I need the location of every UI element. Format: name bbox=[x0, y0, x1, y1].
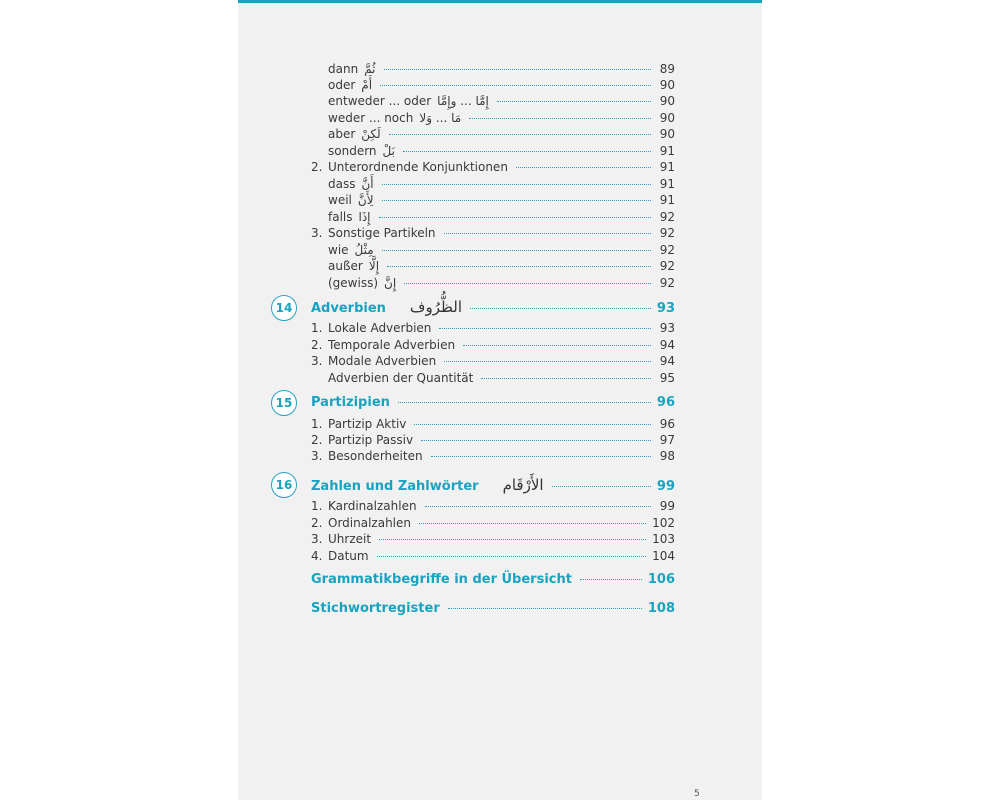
dot-leader bbox=[470, 308, 651, 309]
chapter-title: Zahlen und Zahlwörter bbox=[311, 479, 479, 494]
chapter-arabic: الأَرْقَام bbox=[502, 476, 544, 494]
appendix-heading[interactable] bbox=[311, 572, 675, 588]
dot-leader bbox=[382, 200, 651, 201]
section-number: 2. bbox=[311, 433, 323, 447]
entry-page: 96 bbox=[659, 417, 675, 431]
entry-arabic: ثُمَّ bbox=[364, 62, 376, 76]
entry-arabic: إِمَّا ... وإِمَّا bbox=[437, 94, 489, 108]
appendix-title: Stichwortregister bbox=[311, 601, 440, 616]
toc-entry bbox=[328, 143, 675, 159]
entry-label: (gewiss) bbox=[328, 276, 379, 290]
entry-label: dass bbox=[328, 177, 356, 191]
entry-page: 104 bbox=[652, 549, 675, 563]
entry-page: 94 bbox=[659, 354, 675, 368]
section-label: Lokale Adverbien bbox=[328, 321, 432, 335]
dot-leader bbox=[444, 361, 651, 362]
entry-page: 102 bbox=[652, 516, 675, 530]
section-number: 1. bbox=[311, 499, 323, 513]
entry-label: entweder ... oder bbox=[328, 94, 432, 108]
entry-page: 98 bbox=[659, 449, 675, 463]
dot-leader bbox=[398, 402, 651, 403]
section-label: Temporale Adverbien bbox=[328, 338, 456, 352]
appendix-heading[interactable] bbox=[311, 601, 675, 617]
toc-section bbox=[311, 159, 675, 175]
chapter-number-badge: 16 bbox=[271, 472, 297, 498]
toc-section bbox=[311, 337, 675, 353]
entry-label: aber bbox=[328, 127, 356, 141]
toc-section bbox=[311, 498, 675, 514]
entry-label: weil bbox=[328, 193, 352, 207]
dot-leader bbox=[439, 328, 651, 329]
chapter-title: Partizipien bbox=[311, 395, 390, 410]
entry-page: 90 bbox=[659, 94, 675, 108]
toc-entry bbox=[328, 176, 675, 192]
section-label: Unterordnende Konjunktionen bbox=[328, 160, 508, 174]
entry-page: 94 bbox=[659, 338, 675, 352]
toc-section bbox=[311, 515, 675, 531]
section-label: Datum bbox=[328, 549, 369, 563]
section-label: Ordinalzahlen bbox=[328, 516, 411, 530]
entry-label: außer bbox=[328, 259, 363, 273]
appendix-page: 106 bbox=[647, 572, 675, 587]
toc-entry bbox=[328, 258, 675, 274]
dot-leader bbox=[389, 134, 651, 135]
section-label: Modale Adverbien bbox=[328, 354, 437, 368]
entry-page: 95 bbox=[659, 371, 675, 385]
section-label: Kardinalzahlen bbox=[328, 499, 417, 513]
chapter-arabic: الظُّرُوف bbox=[409, 298, 463, 316]
section-number: 1. bbox=[311, 417, 323, 431]
dot-leader bbox=[425, 506, 651, 507]
section-number: 2. bbox=[311, 160, 323, 174]
entry-arabic: أَمْ bbox=[361, 78, 373, 92]
page-number: 5 bbox=[694, 789, 700, 799]
entry-page: 92 bbox=[659, 243, 675, 257]
section-number: 2. bbox=[311, 338, 323, 352]
toc-entry bbox=[328, 370, 675, 386]
dot-leader bbox=[377, 556, 647, 557]
entry-page: 91 bbox=[659, 177, 675, 191]
entry-arabic: إِلَّا bbox=[368, 259, 380, 273]
entry-page: 103 bbox=[652, 532, 675, 546]
section-label: Partizip Passiv bbox=[328, 433, 414, 447]
chapter-number-badge: 15 bbox=[271, 390, 297, 416]
entry-arabic: أَنَّ bbox=[361, 177, 374, 191]
entry-page: 92 bbox=[659, 276, 675, 290]
dot-leader bbox=[469, 118, 651, 119]
section-number: 3. bbox=[311, 532, 323, 546]
dot-leader bbox=[382, 250, 651, 251]
chapter-heading[interactable] bbox=[311, 477, 675, 493]
entry-page: 92 bbox=[659, 259, 675, 273]
chapter-page: 99 bbox=[656, 479, 675, 494]
toc-entry bbox=[328, 93, 675, 109]
entry-page: 92 bbox=[659, 210, 675, 224]
entry-arabic: إِنَّ bbox=[384, 276, 397, 290]
appendix-title: Grammatikbegriffe in der Übersicht bbox=[311, 572, 572, 587]
entry-page: 90 bbox=[659, 127, 675, 141]
toc-section bbox=[311, 531, 675, 547]
dot-leader bbox=[403, 151, 651, 152]
section-number: 2. bbox=[311, 516, 323, 530]
entry-label: sondern bbox=[328, 144, 377, 158]
entry-page: 91 bbox=[659, 160, 675, 174]
entry-label: weder ... noch bbox=[328, 111, 414, 125]
toc-section bbox=[311, 448, 675, 464]
toc-entry bbox=[328, 209, 675, 225]
toc-entry bbox=[328, 192, 675, 208]
section-label: Uhrzeit bbox=[328, 532, 372, 546]
entry-label: dann bbox=[328, 62, 359, 76]
entry-arabic: إِذَا bbox=[358, 210, 371, 224]
toc-section bbox=[311, 432, 675, 448]
entry-page: 90 bbox=[659, 111, 675, 125]
dot-leader bbox=[387, 266, 651, 267]
dot-leader bbox=[463, 345, 651, 346]
entry-page: 93 bbox=[659, 321, 675, 335]
section-label: Sonstige Partikeln bbox=[328, 226, 436, 240]
chapter-page: 96 bbox=[656, 395, 675, 410]
dot-leader bbox=[379, 539, 646, 540]
entry-arabic: مِثْلُ bbox=[354, 243, 374, 257]
section-label: Besonderheiten bbox=[328, 449, 423, 463]
toc-section bbox=[311, 548, 675, 564]
dot-leader bbox=[414, 424, 651, 425]
entry-arabic: لَكِنْ bbox=[361, 127, 381, 141]
section-number: 4. bbox=[311, 549, 323, 563]
toc-entry bbox=[328, 275, 675, 291]
section-number: 3. bbox=[311, 226, 323, 240]
toc-entry bbox=[328, 242, 675, 258]
dot-leader bbox=[380, 85, 651, 86]
section-number: 3. bbox=[311, 354, 323, 368]
toc-section bbox=[311, 353, 675, 369]
entry-page: 97 bbox=[659, 433, 675, 447]
chapter-page: 93 bbox=[656, 301, 675, 316]
chapter-heading[interactable] bbox=[311, 395, 675, 411]
dot-leader bbox=[404, 283, 651, 284]
dot-leader bbox=[382, 184, 651, 185]
toc-section bbox=[311, 416, 675, 432]
dot-leader bbox=[384, 69, 651, 70]
dot-leader bbox=[516, 167, 651, 168]
dot-leader bbox=[444, 233, 651, 234]
entry-page: 90 bbox=[659, 78, 675, 92]
entry-label: falls bbox=[328, 210, 353, 224]
dot-leader bbox=[419, 523, 646, 524]
toc-entry bbox=[328, 126, 675, 142]
dot-leader bbox=[497, 101, 651, 102]
section-label: Partizip Aktiv bbox=[328, 417, 407, 431]
chapter-title: Adverbien bbox=[311, 301, 386, 316]
toc-entry bbox=[328, 110, 675, 126]
entry-page: 89 bbox=[659, 62, 675, 76]
toc-entry bbox=[328, 77, 675, 93]
entry-page: 91 bbox=[659, 193, 675, 207]
entry-page: 99 bbox=[659, 499, 675, 513]
toc-section bbox=[311, 225, 675, 241]
entry-arabic: مَا ... وَلا bbox=[419, 111, 462, 125]
toc-section bbox=[311, 320, 675, 336]
entry-page: 92 bbox=[659, 226, 675, 240]
dot-leader bbox=[421, 440, 651, 441]
section-number: 3. bbox=[311, 449, 323, 463]
toc-entry bbox=[328, 61, 675, 77]
entry-label: wie bbox=[328, 243, 349, 257]
entry-page: 91 bbox=[659, 144, 675, 158]
chapter-number-badge: 14 bbox=[271, 295, 297, 321]
dot-leader bbox=[431, 456, 651, 457]
chapter-heading[interactable] bbox=[311, 299, 675, 315]
section-number: 1. bbox=[311, 321, 323, 335]
entry-arabic: بَلْ bbox=[382, 144, 395, 158]
dot-leader bbox=[580, 579, 642, 580]
entry-label: oder bbox=[328, 78, 356, 92]
entry-arabic: لِأَنَّ bbox=[357, 193, 374, 207]
entry-label: Adverbien der Quantität bbox=[328, 371, 474, 385]
appendix-page: 108 bbox=[647, 601, 675, 616]
dot-leader bbox=[379, 217, 651, 218]
dot-leader bbox=[448, 608, 642, 609]
dot-leader bbox=[552, 486, 651, 487]
dot-leader bbox=[481, 378, 651, 379]
